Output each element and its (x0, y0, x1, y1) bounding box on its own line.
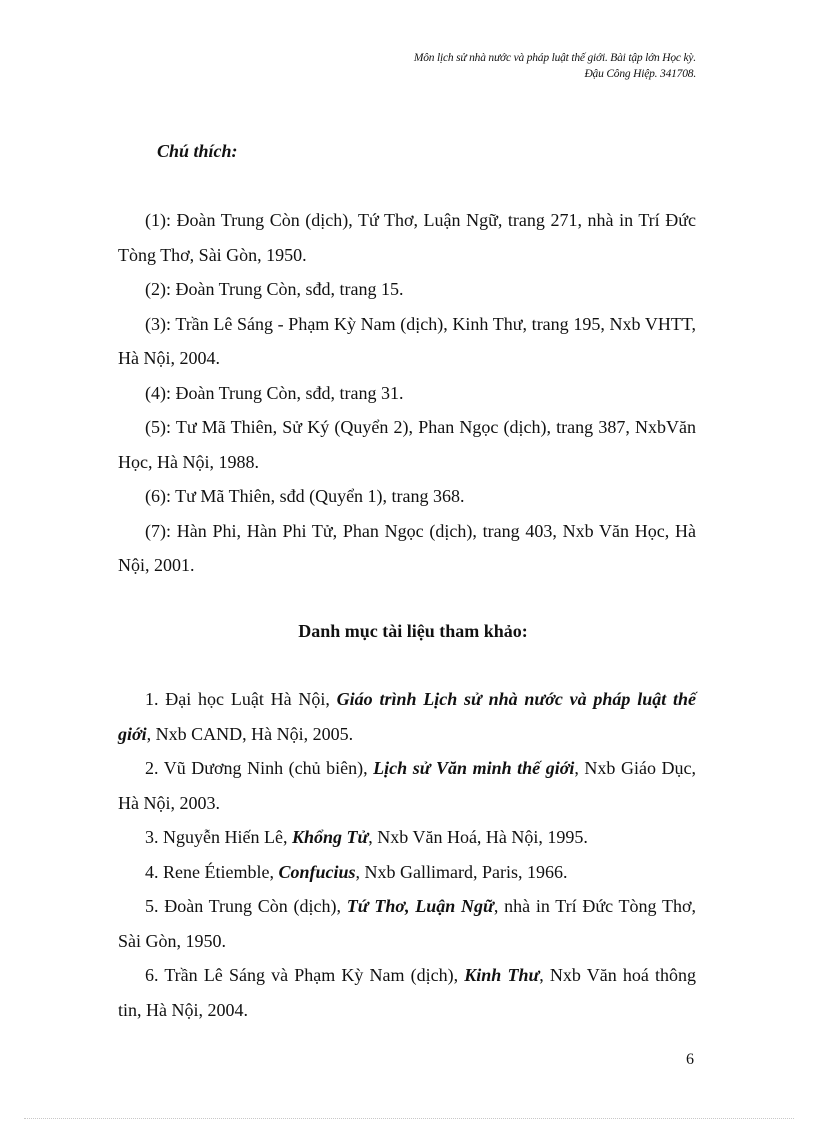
references-list (118, 682, 696, 1027)
note-item: (4): Đoàn Trung Còn, sđd, trang 31. (145, 382, 404, 403)
note-item: (3): Trần Lê Sáng - Phạm Kỳ Nam (dịch), Kinh Thư, trang 195, Nxb VHTT, Hà Nội, 2004. (118, 313, 696, 368)
reference-prefix: 4. Rene Étiemble, (145, 861, 279, 882)
reference-item (118, 682, 696, 751)
reference-title: Lịch sử Văn minh thế giới (373, 758, 575, 778)
reference-prefix: 5. Đoàn Trung Còn (dịch), (145, 896, 347, 916)
reference-prefix: 3. Nguyễn Hiến Lê, (145, 827, 292, 847)
reference-prefix: 2. Vũ Dương Ninh (chủ biên), (145, 758, 374, 778)
running-header (216, 50, 696, 82)
reference-title: Giáo trình Lịch sử nhà nước và pháp luật thế giới (118, 689, 696, 744)
reference-item (118, 820, 696, 855)
reference-item (118, 889, 696, 958)
reference-item (118, 855, 696, 890)
reference-title: Confucius (278, 861, 356, 882)
reference-suffix: , Nxb Gallimard, Paris, 1966. (355, 861, 568, 882)
reference-suffix: , Nxb CAND, Hà Nội, 2005. (146, 723, 354, 744)
reference-suffix: , Nxb Giáo Dục, Hà Nội, 2003. (118, 758, 696, 813)
reference-prefix: 6. Trần Lê Sáng và Phạm Kỳ Nam (dịch), (145, 965, 465, 985)
notes-list (118, 203, 696, 583)
reference-item (118, 751, 696, 820)
reference-prefix: 1. Đại học Luật Hà Nội, (145, 689, 337, 709)
notes-heading: Chú thích: (157, 141, 238, 161)
note-item: (1): Đoàn Trung Còn (dịch), Tứ Thơ, Luận Ngữ, trang 271, nhà in Trí Đức Tòng Thơ, Sài Gòn, 1950. (118, 210, 696, 265)
reference-suffix: , nhà in Trí Đức Tòng Thơ, Sài Gòn, 1950. (118, 896, 696, 951)
references-heading: Danh mục tài liệu tham khảo: (298, 621, 528, 641)
running-header-line-2: Đậu Công Hiệp. 341708. (584, 68, 696, 80)
note-item: (2): Đoàn Trung Còn, sđd, trang 15. (145, 279, 404, 299)
note-item: (6): Tư Mã Thiên, sđd (Quyển 1), trang 368. (145, 486, 465, 506)
note-item: (7): Hàn Phi, Hàn Phi Tử, Phan Ngọc (dịch), trang 403, Nxb Văn Học, Hà Nội, 2001. (118, 520, 696, 575)
reference-title: Kinh Thư (464, 965, 540, 985)
reference-item (118, 958, 696, 1027)
page-number: 6 (686, 1051, 694, 1068)
page-bottom-divider (24, 1118, 794, 1119)
reference-title: Khổng Tử (291, 827, 369, 847)
reference-suffix: , Nxb Văn Hoá, Hà Nội, 1995. (368, 827, 588, 847)
reference-suffix: , Nxb Văn hoá thông tin, Hà Nội, 2004. (118, 965, 696, 1020)
reference-title: Tứ Thơ, Luận Ngữ (346, 896, 494, 916)
running-header-line-1: Môn lịch sử nhà nước và pháp luật thế giới. Bài tập lớn Học kỳ. (413, 52, 696, 64)
note-item: (5): Tư Mã Thiên, Sử Ký (Quyển 2), Phan Ngọc (dịch), trang 387, NxbVăn Học, Hà Nội, 1988. (118, 417, 696, 472)
